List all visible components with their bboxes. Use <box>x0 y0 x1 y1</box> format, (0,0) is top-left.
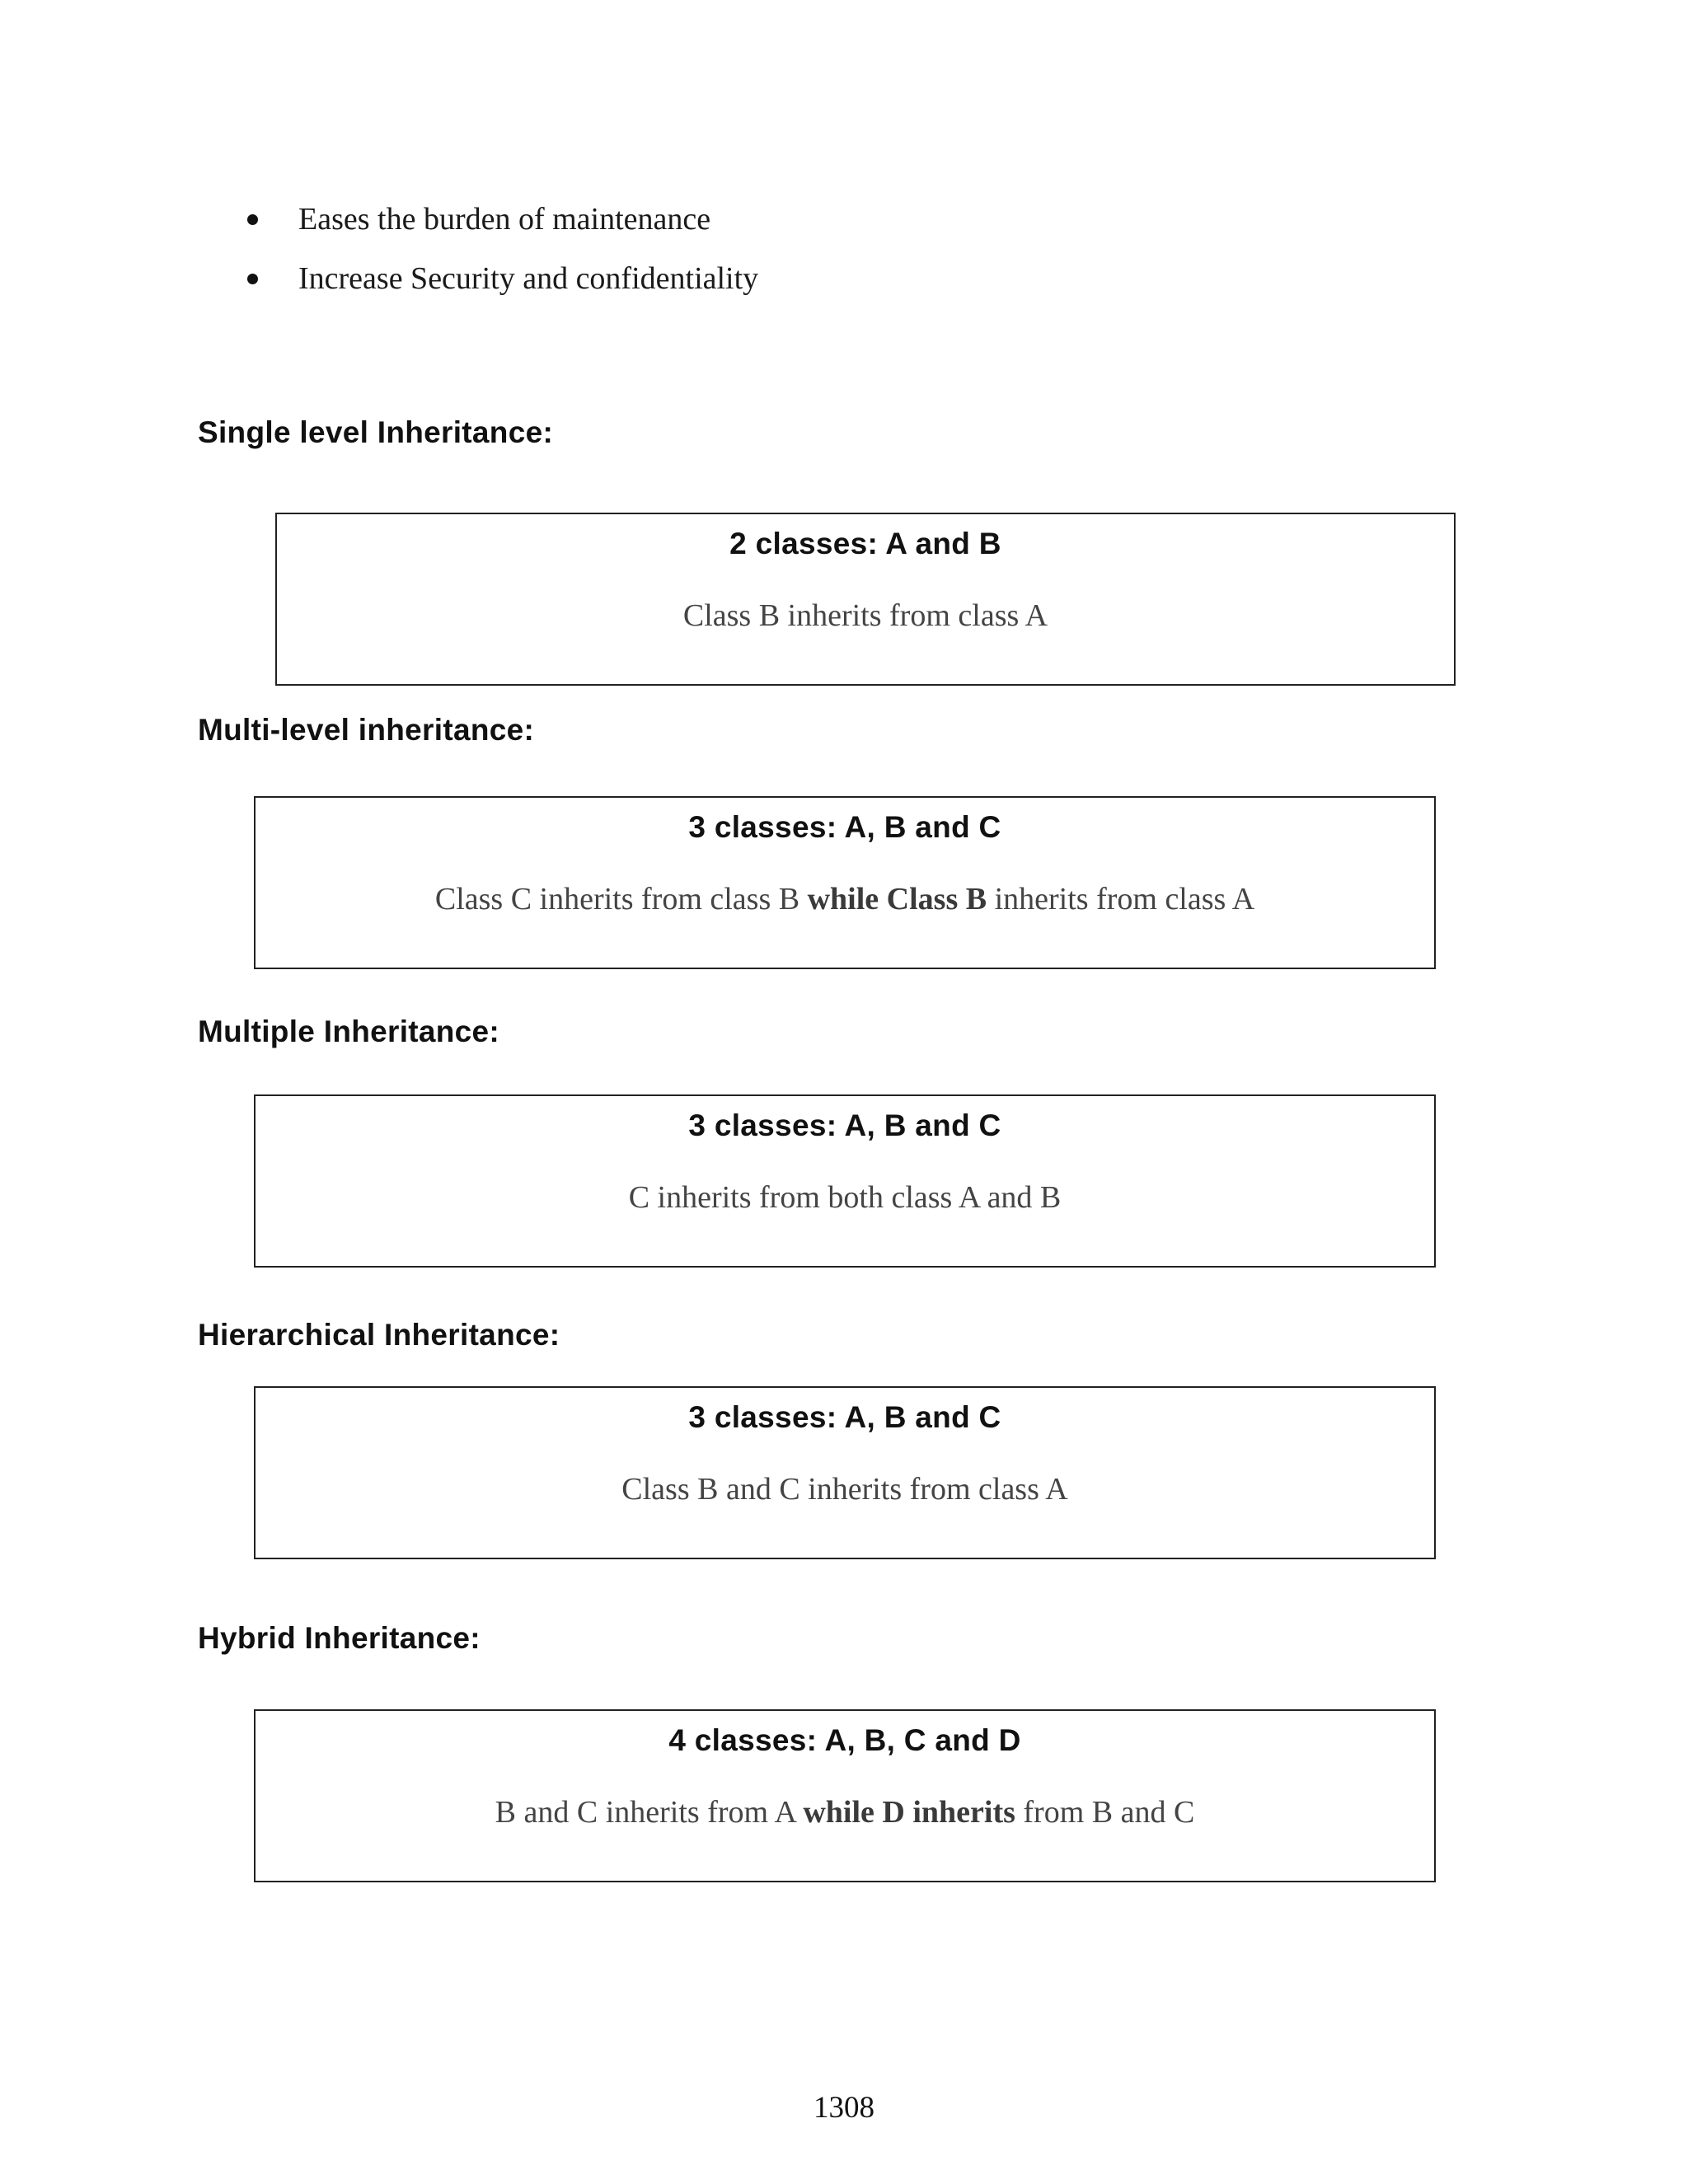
bullet-item <box>246 198 758 257</box>
bullet-item <box>246 257 758 316</box>
description-bold-run: while Class B <box>807 882 987 916</box>
section-heading-multiple: Multiple Inheritance: <box>198 1015 500 1048</box>
description-bold-run: while D inherits <box>803 1795 1015 1830</box>
inheritance-box-multi-level <box>254 796 1436 969</box>
bullet-text: Eases the burden of maintenance <box>298 202 711 237</box>
description-run: inherits from class A <box>987 882 1255 916</box>
inheritance-box-hierarchical <box>254 1386 1436 1559</box>
box-title: 2 classes: A and B <box>729 527 1001 560</box>
box-description <box>256 1179 1434 1216</box>
description-run: Class C inherits from class B <box>434 882 808 916</box>
box-title: 3 classes: A, B and C <box>688 810 1001 844</box>
section-heading-hybrid: Hybrid Inheritance: <box>198 1621 481 1655</box>
bullet-dot-icon <box>247 214 258 225</box>
description-run: C inherits from both class A and B <box>628 1180 1062 1215</box>
section-heading-single-level: Single level Inheritance: <box>198 415 554 449</box>
box-description <box>256 1793 1434 1831</box>
box-title: 4 classes: A, B, C and D <box>668 1723 1021 1757</box>
inheritance-box-single-level <box>275 513 1456 686</box>
bullet-dot-icon <box>247 274 258 284</box>
inheritance-box-multiple <box>254 1094 1436 1268</box>
box-description <box>256 1470 1434 1508</box>
description-run: from B and C <box>1015 1795 1195 1830</box>
inheritance-box-hybrid <box>254 1709 1436 1882</box>
box-title: 3 classes: A, B and C <box>688 1400 1001 1434</box>
description-run: B and C inherits from A <box>495 1795 804 1830</box>
bullet-text: Increase Security and confidentiality <box>298 261 759 296</box>
section-heading-multi-level: Multi-level inheritance: <box>198 713 535 747</box>
description-run: Class B and C inherits from class A <box>621 1472 1068 1507</box>
description-run: Class B inherits from class A <box>682 598 1048 633</box>
box-description <box>277 597 1454 635</box>
page-number: 1308 <box>814 2091 874 2125</box>
box-title: 3 classes: A, B and C <box>688 1108 1001 1142</box>
bullet-list <box>246 198 758 316</box>
section-heading-hierarchical: Hierarchical Inheritance: <box>198 1318 560 1352</box>
box-description <box>256 880 1434 918</box>
